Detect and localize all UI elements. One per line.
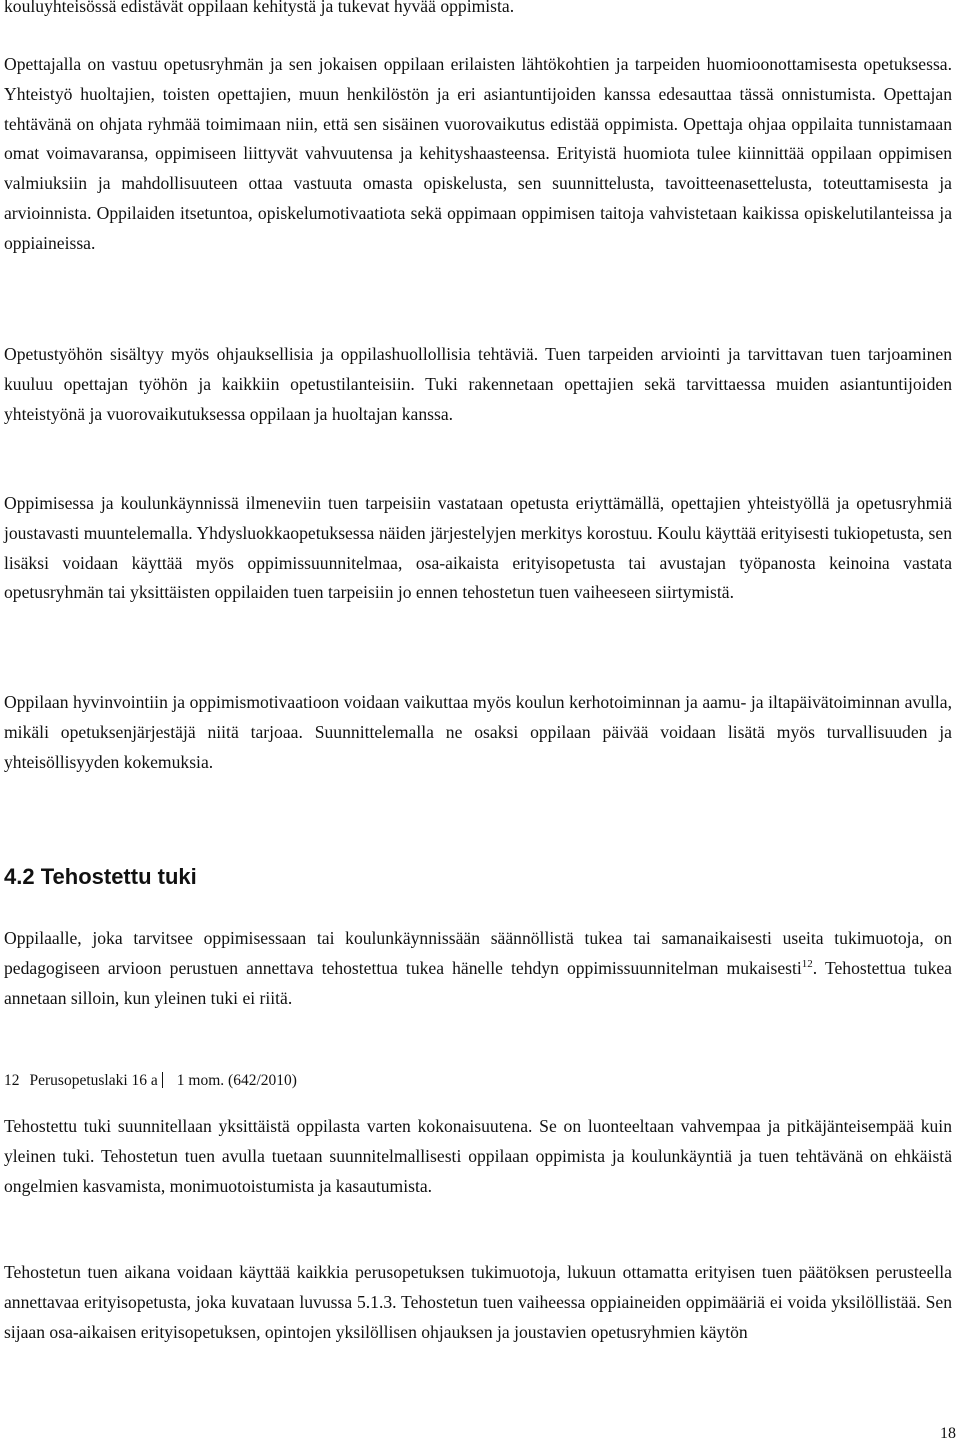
section-sign-icon — [162, 1072, 173, 1088]
paragraph-support-needs: Oppimisessa ja koulunkäynnissä ilmeneviin tuen tarpeisiin vastataan opetusta eriyttämällä, opettajien yhteistyöllä ja opetusryhmiä joustavasti muuntelemalla. Yhdysluokkaopetuksessa näiden järjestelyjen merkitys korostuu. Koulu käyttää erityisesti tukiopetusta, sen lisäksi voidaan käyttää myös oppimissuunnitelmaa, osa-aikaista erityisopetusta tai avustajan työpanosta keinoina vastata opetusryhmän tai yksittäisten oppilaiden tuen tarpeisiin jo ennen tehostetun tuen vaiheeseen siirtymistä. — [4, 493, 952, 603]
footnote-reference: 12 — [801, 957, 813, 970]
paragraph-text-after-footnote: . Tehostettua tukea annetaan silloin, kun yleinen tuki ei riitä. — [4, 957, 952, 1008]
paragraph-intensified-support-intro — [4, 924, 952, 1013]
footnote-text-after: 1 mom. (642/2010) — [176, 1072, 297, 1089]
footnote-text-before: Perusopetuslaki 16 a — [29, 1072, 158, 1089]
page-number: 18 — [940, 1425, 956, 1442]
section-title: Tehostettu tuki — [40, 864, 197, 889]
paragraph-text-before-footnote: Oppilaalle, joka tarvitsee oppimisessaan tai koulunkäynnissään säännöllistä tukea tai samanaikaisesti useita tukimuotoja, on pedagogiseen arvioon perustuen annettava tehostettua tukea hänelle tehdyn oppimissuunnitelman mukaisesti — [4, 928, 952, 978]
footnote — [4, 1069, 952, 1093]
paragraph-teacher-responsibility: Opettajalla on vastuu opetusryhmän ja sen jokaisen oppilaan erilaisten lähtökohtien ja tarpeiden huomioonottamisesta opetuksessa. Yhteistyö huoltajien, toisten opettajien, muun henkilöstön ja eri asiantuntijoiden kanssa edesauttaa tässä onnistumista. Opettajan tehtävänä on ohjata ryhmää toimimaan niin, että sen sisäinen vuorovaikutus edistää oppimista. Opettaja ohjaa oppilaita tunnistamaan omat voimavaransa, oppimiseen liittyvät vahvuutensa ja kehityshaasteensa. Erityistä huomiota tulee kiinnittää oppilaan oppimisen valmiuksiin ja mahdollisuuteen ottaa vastuuta omasta opiskelusta, sen suunnittelusta, tavoitteenasettelusta, toteuttamisesta ja arvioinnista. Oppilaiden itsetuntoa, opiskelumotivaatiota sekä oppimaan oppimisen taitoja vahvistetaan kaikissa opiskelutilanteissa ja oppiaineissa. — [4, 54, 952, 253]
footnote-number: 12 — [4, 1072, 20, 1089]
paragraph-guidance-tasks: Opetustyöhön sisältyy myös ohjauksellisia ja oppilashuollollisia tehtäviä. Tuen tarpeiden arviointi ja tarvittavan tuen tarjoaminen kuuluu opettajan työhön ja kaikkiin opetustilanteisiin. Tuki rakennetaan opettajien sekä tarvittaessa muiden asiantuntijoiden yhteistyönä ja vuorovaikutuksessa oppilaan ja huoltajan kanssa. — [4, 344, 952, 424]
section-heading — [4, 862, 197, 892]
paragraph-intro-end: kouluyhteisössä edistävät oppilaan kehitystä ja tukevat hyvää oppimista. — [4, 0, 515, 16]
section-number: 4.2 — [4, 864, 35, 889]
paragraph-intensified-support-plan: Tehostettu tuki suunnitellaan yksittäistä oppilasta varten kokonaisuutena. Se on luonteeltaan vahvempaa ja pitkäjänteisempää kuin yleinen tuki. Tehostetun tuen avulla tuetaan suunnitelmallisesti oppilaan oppimista ja koulunkäyntiä ja tuen tehtävänä on ehkäistä ongelmien kasvamista, monimuotoistumista ja kasautumista. — [4, 1116, 952, 1196]
paragraph-intensified-support-forms: Tehostetun tuen aikana voidaan käyttää kaikkia perusopetuksen tukimuotoja, lukuun ottamatta erityisen tuen päätöksen perusteella annettavaa erityisopetusta, joka kuvataan luvussa 5.1.3. Tehostetun tuen vaiheessa oppiaineiden oppimääriä ei voida yksilöllistää. Sen sijaan osa-aikaisen erityisopetuksen, opintojen yksilöllisen ohjauksen ja joustavien opetusryhmien käytön — [4, 1262, 952, 1342]
paragraph-wellbeing: Oppilaan hyvinvointiin ja oppimismotivaatioon voidaan vaikuttaa myös koulun kerhotoiminnan ja aamu- ja iltapäivätoiminnan avulla, mikäli opetuksenjärjestäjä niitä tarjoaa. Suunnittelemalla ne osaksi oppilaan päivää voidaan lisätä myös turvallisuuden ja yhteisöllisyyden kokemuksia. — [4, 692, 952, 772]
